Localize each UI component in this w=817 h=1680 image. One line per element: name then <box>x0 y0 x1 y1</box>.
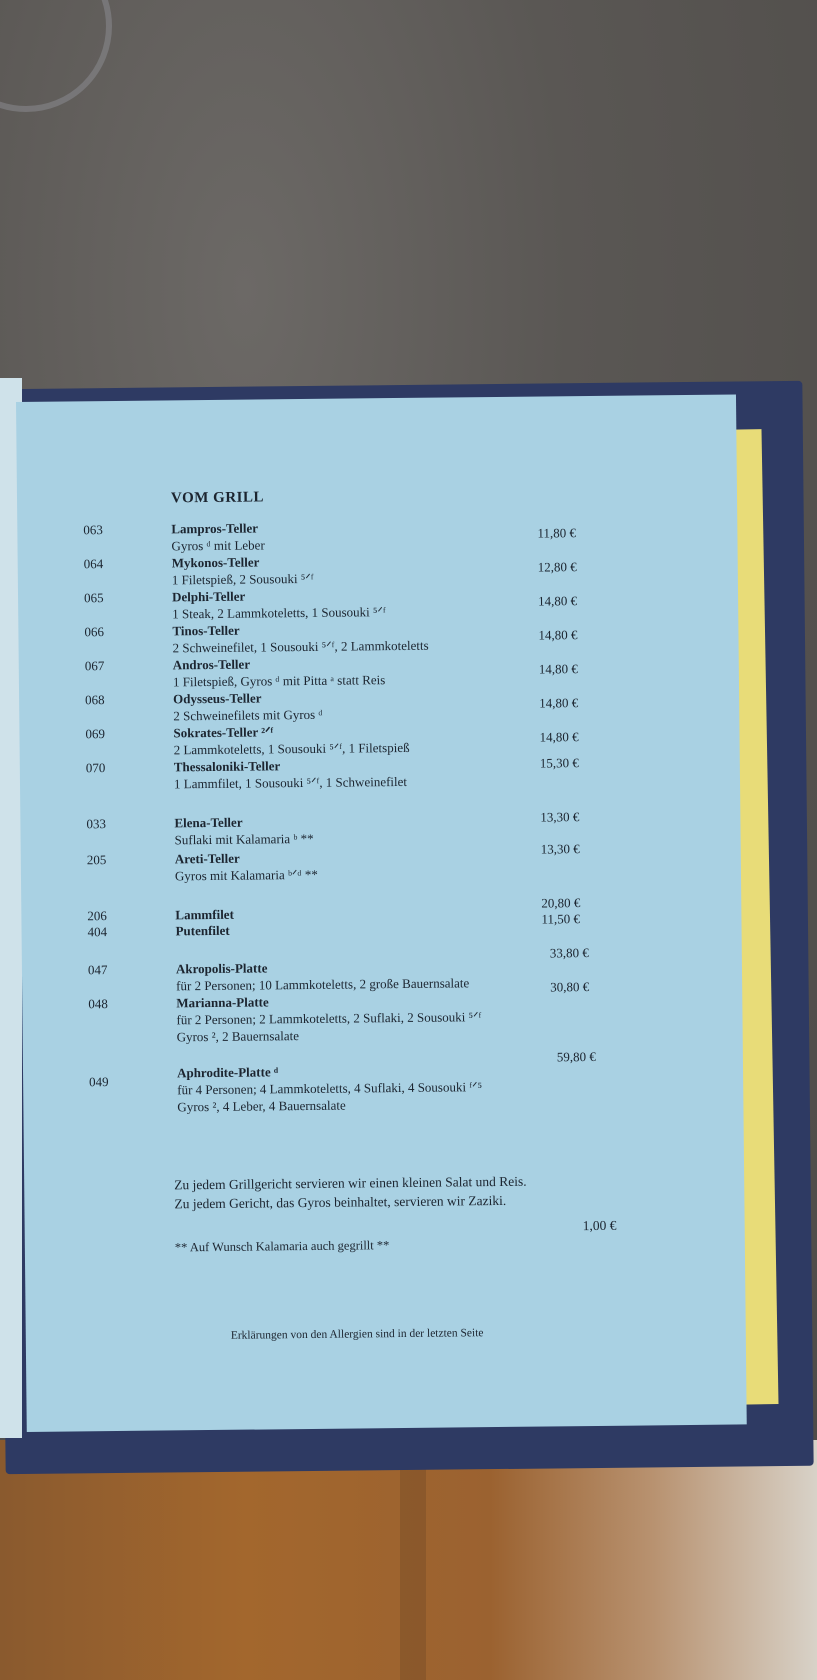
item-name: Marianna-Platte <box>176 994 269 1011</box>
item-name: Lampros-Teller <box>171 520 259 537</box>
menu-item <box>23 1048 743 1115</box>
item-number: 206 <box>87 908 107 924</box>
item-description: 1 Lammfilet, 1 Sousouki ⁵ᐟᶠ, 1 Schweinefilet <box>173 773 408 792</box>
item-description: für 2 Personen; 10 Lammkoteletts, 2 große Bauernsalate <box>176 975 470 994</box>
item-name: Andros-Teller <box>172 656 251 673</box>
item-number: 064 <box>83 556 104 572</box>
item-number: 048 <box>88 996 108 1012</box>
item-price: 11,50 € <box>541 911 581 927</box>
item-name: Akropolis-Platte <box>175 960 268 977</box>
item-price: 33,80 € <box>549 945 589 961</box>
menu-item <box>21 841 741 884</box>
item-name: Thessaloniki-Teller <box>173 758 281 775</box>
item-number: 069 <box>85 726 106 742</box>
item-price: 13,30 € <box>540 841 580 857</box>
item-price: 11,80 € <box>537 525 577 541</box>
trouser-seam <box>400 1440 426 1680</box>
item-number: 205 <box>86 852 107 868</box>
item-description: Suflaki mit Kalamaria ᵇ ** <box>174 830 314 848</box>
item-name: Odysseus-Teller <box>173 690 262 707</box>
item-number: 033 <box>86 816 106 832</box>
item-price: 14,80 € <box>538 627 578 643</box>
item-name: Sokrates-Teller ²ᐟᶠ <box>173 724 274 741</box>
menu-item <box>20 808 740 848</box>
item-name: Areti-Teller <box>174 850 240 867</box>
item-number: 404 <box>87 924 108 940</box>
item-price: 20,80 € <box>541 895 581 911</box>
item-number: 067 <box>84 658 105 674</box>
item-price: 13,30 € <box>540 809 580 825</box>
item-description: für 2 Personen; 2 Lammkoteletts, 2 Suflaki, 2 Sousouki ⁵ᐟᶠ <box>176 1009 482 1028</box>
item-description: 1 Filetspieß, 2 Sousouki ⁵ᐟᶠ <box>171 570 314 588</box>
item-price: 14,80 € <box>539 729 579 745</box>
item-description: 1 Steak, 2 Lammkoteletts, 1 Sousouki ⁵ᐟᶠ <box>172 604 386 622</box>
item-number: 063 <box>83 522 103 538</box>
item-name: Aphrodite-Platte ᵈ <box>176 1064 279 1081</box>
menu-heading: VOM GRILL <box>170 489 265 507</box>
item-description: Gyros ᵈ mit Leber <box>171 537 265 554</box>
side-dish-note: Zu jedem Grillgericht servieren wir einen kleinen Salat und Reis. <box>174 1173 527 1193</box>
item-number: 049 <box>89 1074 109 1090</box>
item-description-2: Gyros ², 2 Bauernsalate <box>176 1028 300 1045</box>
item-price: 14,80 € <box>538 593 578 609</box>
menu-item <box>19 718 739 758</box>
item-price: 59,80 € <box>556 1048 596 1065</box>
item-number: 070 <box>85 760 106 776</box>
item-price: 15,30 € <box>539 755 579 771</box>
item-name: Lammfilet <box>175 906 234 923</box>
item-description: 2 Lammkoteletts, 1 Sousouki ⁵ᐟᶠ, 1 Filetspieß <box>173 739 410 758</box>
allergy-footer: Erklärungen von den Allergien sind in der letzten Seite <box>230 1327 484 1342</box>
zaziki-note: Zu jedem Gericht, das Gyros beinhaltet, servieren wir Zaziki. <box>174 1192 507 1212</box>
item-name: Delphi-Teller <box>171 588 246 605</box>
item-number: 066 <box>84 624 104 640</box>
item-number: 047 <box>87 962 108 978</box>
grilled-kalamaria-price: 1,00 € <box>582 1217 617 1234</box>
item-description: 2 Schweinefilet, 1 Sousouki ⁵ᐟᶠ, 2 Lammkoteletts <box>172 637 429 656</box>
menu-item <box>18 548 738 588</box>
item-price: 14,80 € <box>539 695 579 711</box>
item-price: 30,80 € <box>550 979 590 995</box>
menu-page <box>16 394 747 1431</box>
item-name: Putenfilet <box>175 922 230 939</box>
item-price: 14,80 € <box>538 661 578 677</box>
item-price: 12,80 € <box>537 559 577 575</box>
item-description: Gyros mit Kalamaria ᵇᐟᵈ ** <box>174 866 318 884</box>
item-description: 1 Filetspieß, Gyros ᵈ mit Pitta ᵃ statt Reis <box>172 672 386 690</box>
item-name: Elena-Teller <box>174 814 243 831</box>
item-name: Tinos-Teller <box>172 622 240 639</box>
item-name: Mykonos-Teller <box>171 554 260 571</box>
item-number: 065 <box>83 590 104 606</box>
item-number: 068 <box>85 692 105 708</box>
menu-item <box>18 582 738 622</box>
item-description-2: Gyros ², 4 Leber, 4 Bauernsalate <box>177 1097 346 1115</box>
menu-item <box>17 514 737 554</box>
item-description: 2 Schweinefilets mit Gyros ᵈ <box>173 706 323 724</box>
grilled-kalamaria-note: ** Auf Wunsch Kalamaria auch gegrillt ** <box>174 1238 390 1255</box>
item-description: für 4 Personen; 4 Lammkoteletts, 4 Suflaki, 4 Sousouki ᶠᐟ⁵ <box>177 1079 483 1098</box>
